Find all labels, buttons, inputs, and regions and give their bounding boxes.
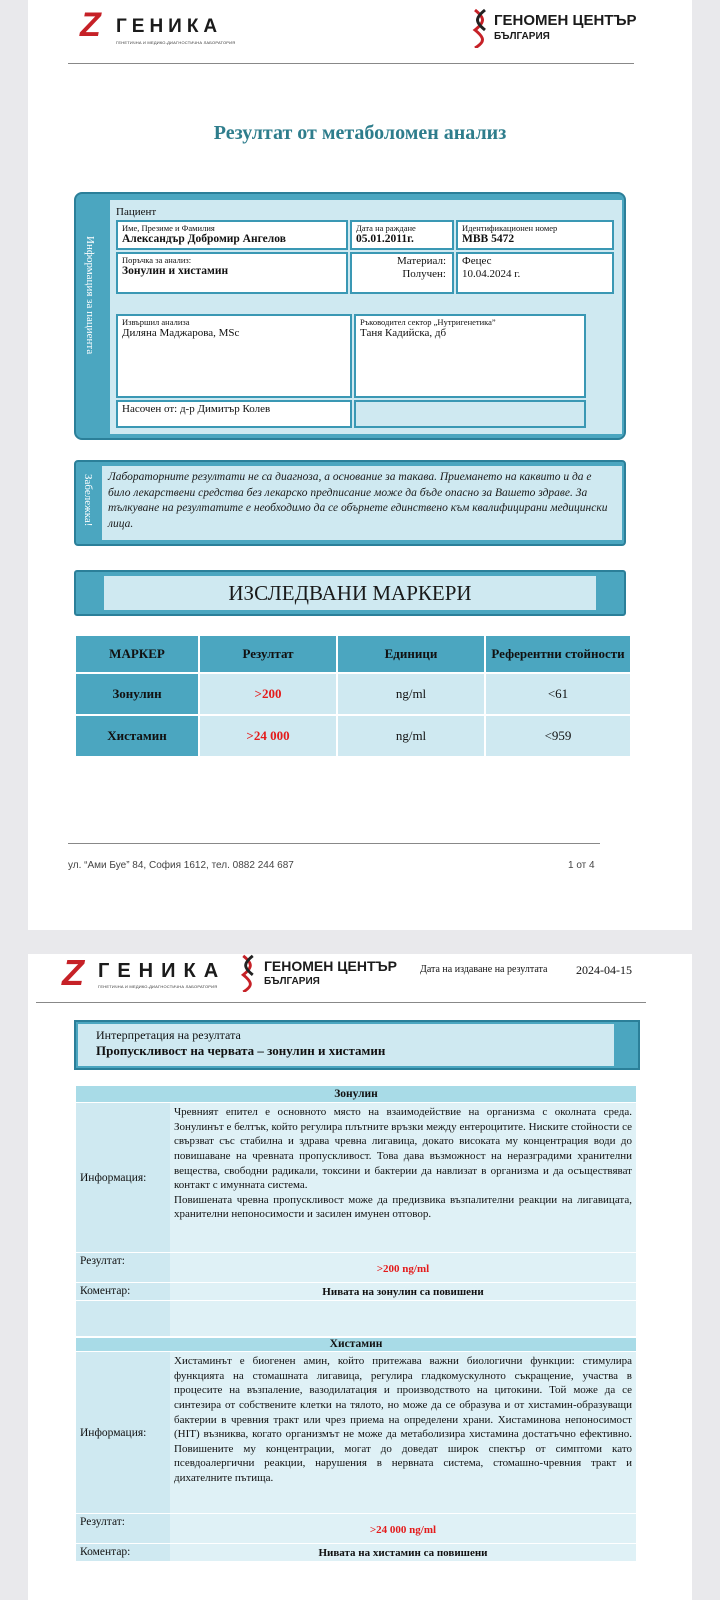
- sector-head-value: Таня Кадийска, дб: [360, 327, 447, 340]
- zonulin-result-cell: [170, 1253, 636, 1282]
- zonulin-result-label: Резултат:: [76, 1253, 170, 1282]
- performed-by-label: Извършил анализа: [122, 317, 190, 327]
- markers-heading-panel: [74, 570, 626, 616]
- material-value: Фецес: [462, 255, 492, 267]
- material-value-cell: [456, 252, 614, 294]
- patient-name-cell: [116, 220, 348, 250]
- patient-id-cell: [456, 220, 614, 250]
- material-label: Материал:: [397, 255, 446, 267]
- performed-by-cell: [116, 314, 352, 398]
- zonulin-info-cell: [170, 1103, 636, 1252]
- order-value: Зонулин и хистамин: [122, 265, 229, 278]
- zonulin-comment-value: Нивата на зонулин са повишени: [170, 1283, 636, 1300]
- zonulin-empty-label: [76, 1301, 170, 1336]
- genika-logo-sub: ГЕНЕТИЧНА И МЕДИКО-ДИАГНОСТИЧНА ЛАБОРАТОРИЯ: [116, 40, 236, 45]
- marker-result: >24 000: [199, 715, 337, 757]
- patient-id-label: Идентификационен номер: [462, 223, 558, 233]
- marker-name: Хистамин: [75, 715, 199, 757]
- disclaimer-side-label: Забележка!: [82, 474, 94, 527]
- performed-by-value: Диляна Маджарова, MSc: [122, 327, 240, 340]
- marker-result: >200: [199, 673, 337, 715]
- report-page-2: [28, 954, 692, 1600]
- histamine-result-label: Резултат:: [76, 1514, 170, 1543]
- interpretation-title: Пропускливост на червата – зонулин и хистамин: [96, 1043, 386, 1058]
- histamine-heading: Хистамин: [76, 1338, 636, 1351]
- histamine-comment-label: Коментар:: [76, 1544, 170, 1561]
- order-cell: [116, 252, 348, 294]
- histamine-result-value: >24 000 ng/ml: [369, 1524, 437, 1536]
- sector-head-label: Ръководител сектор „Нутригенетика”: [360, 317, 496, 327]
- genika-logo-sub: ГЕНЕТИЧНА И МЕДИКО-ДИАГНОСТИЧНА ЛАБОРАТОРИЯ: [98, 984, 218, 989]
- zonulin-section: [76, 1086, 636, 1336]
- genome-center-sub: БЪЛГАРИЯ: [264, 976, 320, 987]
- disclaimer-text: Лабораторните резултати не са диагноза, а основание за такава. Приемането на каквито и да е било лекарствени средства без лекарско предписание може да бъде опасно за Вашето здраве. За тълкуване на резултатите е необходимо да се обърнете единствено към квалифицирани медицински лица.: [102, 466, 622, 540]
- histamine-section: [76, 1338, 636, 1561]
- zonulin-result-value: >200 ng/ml: [376, 1263, 430, 1275]
- footer-page-number: 1 от 4: [568, 860, 595, 871]
- zonulin-comment-row: [76, 1282, 636, 1300]
- footer-address: ул. “Ами Буе” 84, София 1612, тел. 0882 244 687: [68, 860, 294, 871]
- patient-info-inner: [110, 200, 622, 434]
- col-header-units: Единици: [337, 635, 485, 673]
- zonulin-empty-value: [170, 1301, 636, 1336]
- results-table: [74, 634, 632, 758]
- report-page-1: [28, 0, 692, 930]
- patient-info-panel: [74, 192, 626, 440]
- zonulin-empty-row: [76, 1300, 636, 1336]
- genome-center-title: ГЕНОМЕН ЦЕНТЪР: [264, 958, 398, 974]
- histamine-info-row: [76, 1351, 636, 1513]
- report-title: Резултат от метаболомен анализ: [213, 122, 507, 144]
- header-divider: [36, 1002, 646, 1003]
- interpretation-panel: [74, 1020, 640, 1070]
- disclaimer-panel: [74, 460, 626, 546]
- col-header-marker: МАРКЕР: [75, 635, 199, 673]
- zonulin-result-row: [76, 1252, 636, 1282]
- col-header-result: Резултат: [199, 635, 337, 673]
- marker-reference: <959: [485, 715, 631, 757]
- marker-unit: ng/ml: [337, 715, 485, 757]
- genika-logo-name: ГЕНИКА: [116, 16, 223, 37]
- issue-date-value: 2024-04-15: [576, 963, 632, 977]
- markers-heading: ИЗСЛЕДВАНИ МАРКЕРИ: [104, 576, 596, 610]
- genika-logo-mark-icon: Z: [62, 952, 84, 993]
- genome-center-sub: БЪЛГАРИЯ: [494, 31, 550, 42]
- marker-name: Зонулин: [75, 673, 199, 715]
- referred-by-cell: [116, 400, 352, 428]
- table-row: [75, 673, 631, 715]
- genika-logo-name: ГЕНИКА: [98, 960, 227, 982]
- issue-date-label: Дата на издаване на резултата: [420, 964, 548, 975]
- referred-by-label: Насочен от:: [122, 403, 178, 415]
- dna-helix-icon: [240, 954, 256, 992]
- patient-id-value: MBB 5472: [462, 233, 515, 246]
- zonulin-info-row: [76, 1102, 636, 1252]
- patient-side-label: Информация за пациента: [84, 236, 96, 355]
- zonulin-info-label: Информация:: [76, 1103, 170, 1252]
- received-label: Получен:: [402, 268, 446, 281]
- patient-name-label: Име, Презиме и Фамилия: [122, 223, 215, 233]
- interpretation-label: Интерпретация на резултата: [96, 1028, 241, 1042]
- dob-label: Дата на раждане: [356, 223, 416, 233]
- sector-head-cell: [354, 314, 586, 398]
- header-divider: [68, 63, 634, 64]
- zonulin-heading: Зонулин: [76, 1086, 636, 1102]
- histamine-info-label: Информация:: [76, 1352, 170, 1513]
- col-header-reference: Референтни стойности: [485, 635, 631, 673]
- marker-unit: ng/ml: [337, 673, 485, 715]
- empty-cell: [354, 400, 586, 428]
- histamine-info-text: Хистаминът е биогенен амин, който притежава важни биологични функции: стимулира функцията на стомашната лигавица, регулира гладкомускулното съкращение, участва в процесите на възпаление, вазодилатация и производството на цитокини. Той може да се синтезира от собствените клетки на тялото, но може да се образува и от хистамин-образуващи бактерии в чревния тракт или чрез приема на определени храни. Хистаминова непоносимост (HIT) възниква, когато организмът не може да метаболизира хистамина достатъчно ефективно. Повишените му концентрации, могат до доведат широк спектър от симптоми като псевдоалергични реакции, нарушения в нервната система, стомашно-чревния тракт и дихателните пътища.: [170, 1352, 636, 1513]
- interpretation-inner: [78, 1024, 614, 1066]
- genika-logo-mark-icon: Z: [80, 6, 101, 44]
- histamine-comment-value: Нивата на хистамин са повишени: [170, 1544, 636, 1561]
- table-row: [75, 715, 631, 757]
- results-table-header: [75, 635, 631, 673]
- genome-center-title: ГЕНОМЕН ЦЕНТЪР: [494, 12, 637, 29]
- marker-reference: <61: [485, 673, 631, 715]
- zonulin-info-text: Чревният епител е основното място на взаимодействие на организма с околната среда. Зонулинът е белтък, който регулира плътните връзки между ентероцитите. Ниските стойности се свързват със стабилна и здрава чревна лигавица, докато високата му концентрация води до повишаване на чревната пропускливост. Това дава възможност на неразградими хранителни вещества, свободни радикали, токсини и бактерии да навлизат в организма и да осъществяват контакт с имунната система.: [174, 1106, 632, 1192]
- referred-by-value: д-р Димитър Колев: [179, 403, 271, 415]
- order-label: Поръчка за анализ:: [122, 255, 192, 265]
- zonulin-comment-label: Коментар:: [76, 1283, 170, 1300]
- zonulin-info-text-2: Повишената чревна пропускливост може да предизвика възпалителни реакции на лигавицата, хранителни непоносимости и засилен имунен отговор.: [174, 1193, 632, 1221]
- dna-helix-icon: [472, 8, 488, 48]
- footer-divider: [68, 843, 600, 844]
- patient-name-value: Александър Добромир Ангелов: [122, 233, 286, 246]
- histamine-comment-row: [76, 1543, 636, 1561]
- dob-cell: [350, 220, 454, 250]
- material-label-cell: [350, 252, 454, 294]
- dob-value: 05.01.2011г.: [356, 233, 414, 246]
- histamine-result-cell: [170, 1514, 636, 1543]
- patient-heading: Пациент: [116, 206, 157, 218]
- received-value: 10.04.2024 г.: [462, 268, 521, 281]
- histamine-result-row: [76, 1513, 636, 1543]
